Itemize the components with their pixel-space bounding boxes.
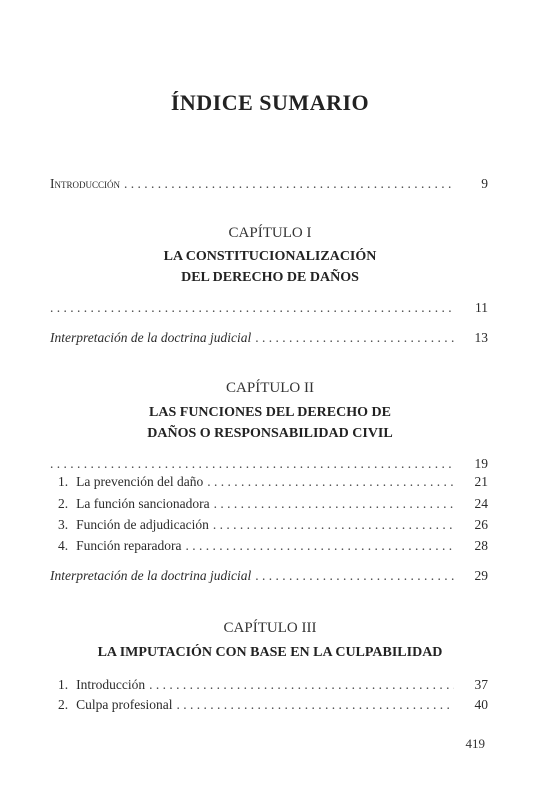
toc-entry-number: 4. [58,538,69,553]
toc-entry-number: 1. [58,677,69,692]
dot-leader [149,677,454,693]
toc-entry-label: Interpretación de la doctrina judicial [50,568,252,583]
toc-entry-label: Introducción [50,176,120,191]
dot-leader [124,176,454,192]
toc-entry-label: Función reparadora [76,538,182,553]
toc-entry [58,496,488,512]
toc-entry-page: 29 [474,568,488,583]
toc-entry-page: 21 [474,474,488,489]
toc-entry-label: Culpa profesional [76,697,173,712]
toc-entry-page: 13 [474,330,488,345]
chapter-2-title-line2: DAÑOS O RESPONSABILIDAD CIVIL [147,426,393,441]
dot-leader [255,568,454,584]
toc-entry-label: La función sancionadora [76,496,210,511]
toc-entry [58,517,488,533]
toc-entry-page: 9 [481,176,488,191]
toc-entry-interpretacion [50,568,488,584]
chapter-3-label: CAPÍTULO III [223,620,317,636]
toc-entry-page: 11 [475,300,488,315]
chapter-1-title-line1: LA CONSTITUCIONALIZACIÓN [163,249,377,264]
toc-entry-page: 26 [474,517,488,532]
chapter-2-label: CAPÍTULO II [226,380,314,396]
page-title: ÍNDICE SUMARIO [170,90,370,115]
dot-leader [213,517,454,533]
dot-leader [176,697,454,713]
toc-entry-number: 3. [58,517,69,532]
toc-entry-number: 1. [58,474,69,489]
toc-entry-page: 37 [474,677,488,692]
toc-entry-number: 2. [58,496,69,511]
toc-entry-label: Interpretación de la doctrina judicial [50,330,252,345]
toc-entry-label: Función de adjudicación [76,517,209,532]
toc-entry [58,697,488,713]
dot-leader [214,496,454,512]
toc-entry-page: 19 [474,456,488,471]
chapter-2-title-line1: LAS FUNCIONES DEL DERECHO DE [149,405,391,420]
toc-entry [50,456,488,472]
toc-entry-number: 2. [58,697,69,712]
toc-entry-label: La prevención del daño [76,474,204,489]
toc-entry [58,474,488,490]
chapter-3-title-line1: LA IMPUTACIÓN CON BASE EN LA CULPABILIDAD [97,645,443,660]
toc-entry-interpretacion [50,330,488,346]
toc-entry [50,300,488,316]
dot-leader [185,538,454,554]
toc-entry [58,538,488,554]
chapter-1-label: CAPÍTULO I [228,225,312,241]
dot-leader [50,300,454,316]
toc-entry [58,677,488,693]
toc-entry-label: Introducción [76,677,146,692]
page-number: 419 [465,736,485,751]
dot-leader [207,474,454,490]
toc-entry-page: 24 [474,496,488,511]
toc-entry-introduccion [50,176,488,192]
toc-entry-page: 40 [474,697,488,712]
chapter-1-title-line2: DEL DERECHO DE DAÑOS [181,270,359,285]
toc-entry-page: 28 [474,538,488,553]
dot-leader [50,456,454,472]
dot-leader [255,330,454,346]
